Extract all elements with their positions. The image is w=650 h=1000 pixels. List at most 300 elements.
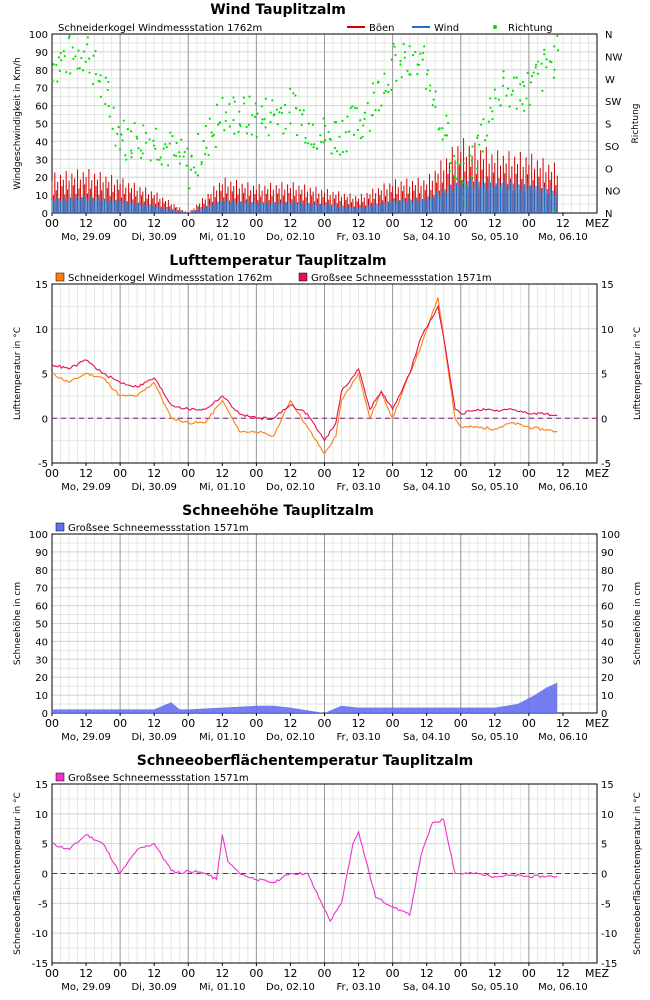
- wind-direction-point: [218, 122, 220, 124]
- wind-direction-point: [367, 102, 369, 104]
- wind-direction-point: [265, 98, 267, 100]
- snowsurface-y-tick-right: 10: [601, 809, 614, 821]
- wind-direction-point: [362, 136, 364, 138]
- wind-direction-point: [120, 133, 122, 135]
- wind-direction-point: [288, 111, 290, 113]
- wind-direction-point: [68, 35, 70, 37]
- snowdepth-y-axis-label-right: Schneehöhe in cm: [633, 581, 643, 666]
- snowdepth-x-tick: 12: [147, 717, 162, 730]
- snowsurface-y-tick: -10: [31, 929, 48, 941]
- wind-x-tick: 00: [385, 217, 400, 230]
- snowdepth-y-tick-right: 90: [601, 547, 614, 559]
- wind-direction-point: [356, 107, 358, 109]
- wind-legend-label: Richtung: [508, 23, 553, 34]
- wind-direction-point: [72, 58, 74, 60]
- wind-day-label: Mi, 01.10: [199, 232, 246, 243]
- wind-direction-point: [502, 70, 504, 72]
- wind-direction-point: [237, 131, 239, 133]
- wind-direction-point: [261, 122, 263, 124]
- snowsurface-x-tick: 00: [385, 967, 400, 980]
- wind-direction-point: [535, 64, 537, 66]
- wind-direction-point: [149, 138, 151, 140]
- snowsurface-chart-title: Schneeoberflächentemperatur Tauplitzalm: [136, 753, 474, 769]
- wind-direction-point: [319, 134, 321, 136]
- wind-direction-point: [414, 51, 416, 53]
- airtemp-x-tick: 12: [351, 467, 366, 480]
- wind-direction-point: [160, 163, 162, 165]
- wind-direction-point: [94, 50, 96, 52]
- wind-direction-tick: S: [605, 119, 612, 131]
- wind-direction-point: [523, 110, 525, 112]
- wind-day-label: Fr, 03.10: [336, 232, 381, 243]
- wind-direction-point: [360, 137, 362, 139]
- wind-direction-point: [254, 116, 256, 118]
- wind-direction-point: [546, 58, 548, 60]
- wind-direction-point: [308, 123, 310, 125]
- wind-direction-point: [469, 154, 471, 156]
- wind-direction-point: [239, 125, 241, 127]
- wind-y-tick: 0: [41, 209, 48, 220]
- airtemp-timezone-label: MEZ: [585, 467, 609, 480]
- wind-direction-point: [278, 111, 280, 113]
- snowdepth-y-tick: 30: [35, 655, 48, 667]
- wind-direction-point: [243, 102, 245, 104]
- wind-direction-point: [142, 124, 144, 126]
- snowdepth-y-tick: 10: [35, 691, 48, 703]
- wind-direction-point: [392, 43, 394, 45]
- wind-direction-point: [69, 72, 71, 74]
- wind-direction-point: [541, 90, 543, 92]
- wind-direction-point: [117, 126, 119, 128]
- wind-direction-point: [456, 178, 458, 180]
- snowsurface-series-line: [52, 819, 557, 921]
- wind-direction-point: [502, 85, 504, 87]
- wind-direction-point: [316, 148, 318, 150]
- wind-direction-point: [205, 125, 207, 127]
- snowdepth-y-tick-right: 100: [601, 530, 621, 541]
- wind-direction-point: [463, 162, 465, 164]
- wind-direction-point: [186, 165, 188, 167]
- airtemp-x-tick: 12: [283, 467, 298, 480]
- wind-direction-point: [391, 58, 393, 60]
- wind-direction-point: [322, 117, 324, 119]
- airtemp-y-tick: 5: [41, 369, 48, 381]
- wind-direction-point: [377, 81, 379, 83]
- wind-direction-point: [204, 153, 206, 155]
- wind-direction-point: [403, 43, 405, 45]
- wind-direction-point: [324, 125, 326, 127]
- wind-direction-point: [107, 81, 109, 83]
- wind-direction-point: [541, 63, 543, 65]
- wind-direction-point: [312, 146, 314, 148]
- wind-direction-point: [166, 146, 168, 148]
- snowdepth-x-tick: 12: [419, 717, 434, 730]
- snowsurface-y-tick: -5: [38, 899, 48, 911]
- wind-direction-point: [409, 45, 411, 47]
- snowsurface-y-tick-right: 15: [601, 780, 614, 791]
- snowdepth-x-tick: 12: [555, 717, 570, 730]
- wind-direction-point: [383, 92, 385, 94]
- snowsurface-x-tick: 00: [521, 967, 536, 980]
- wind-direction-point: [56, 80, 58, 82]
- wind-direction-point: [211, 131, 213, 133]
- wind-x-tick: 00: [249, 217, 264, 230]
- wind-direction-point: [357, 129, 359, 131]
- wind-direction-point: [153, 145, 155, 147]
- wind-direction-point: [423, 45, 425, 47]
- wind-direction-point: [88, 72, 90, 74]
- snowdepth-x-tick: 12: [487, 717, 502, 730]
- snowsurface-x-tick: 12: [555, 967, 570, 980]
- wind-direction-point: [64, 55, 66, 57]
- wind-direction-point: [480, 124, 482, 126]
- wind-direction-point: [342, 151, 344, 153]
- wind-direction-point: [359, 119, 361, 121]
- airtemp-x-tick: 00: [521, 467, 536, 480]
- wind-direction-point: [52, 63, 54, 65]
- wind-direction-point: [301, 124, 303, 126]
- wind-direction-point: [383, 73, 385, 75]
- wind-direction-point: [80, 57, 82, 59]
- airtemp-y-tick-right: 5: [601, 369, 608, 381]
- wind-direction-point: [409, 73, 411, 75]
- wind-y-tick: 10: [35, 191, 48, 203]
- wind-direction-point: [476, 168, 478, 170]
- wind-direction-point: [330, 152, 332, 154]
- wind-direction-point: [164, 143, 166, 145]
- wind-direction-point: [79, 67, 81, 69]
- wind-direction-point: [295, 107, 297, 109]
- snowdepth-y-tick: 0: [41, 709, 48, 720]
- wind-direction-point: [500, 104, 502, 106]
- wind-direction-point: [335, 121, 337, 123]
- wind-direction-point: [136, 138, 138, 140]
- wind-direction-point: [95, 73, 97, 75]
- wind-direction-point: [462, 182, 464, 184]
- wind-direction-point: [351, 105, 353, 107]
- snowsurface-day-label: Mo, 06.10: [538, 982, 588, 993]
- wind-direction-point: [285, 128, 287, 130]
- wind-direction-tick: N: [605, 209, 613, 220]
- wind-direction-point: [537, 60, 539, 62]
- snowsurface-y-axis-label: Schneeoberflächentemperatur in °C: [13, 792, 23, 955]
- snowsurface-day-label: Mi, 01.10: [199, 982, 246, 993]
- wind-direction-point: [156, 158, 158, 160]
- wind-direction-point: [289, 88, 291, 90]
- wind-direction-point: [243, 97, 245, 99]
- wind-direction-point: [508, 105, 510, 107]
- wind-direction-point: [435, 90, 437, 92]
- wind-direction-point: [256, 112, 258, 114]
- wind-direction-point: [232, 96, 234, 98]
- wind-direction-point: [261, 118, 263, 120]
- wind-x-tick: 00: [317, 217, 332, 230]
- airtemp-y-tick: -5: [38, 459, 48, 470]
- wind-direction-point: [127, 128, 129, 130]
- wind-x-tick: 12: [351, 217, 366, 230]
- wind-direction-point: [98, 80, 100, 82]
- wind-direction-point: [498, 99, 500, 101]
- wind-direction-point: [263, 118, 265, 120]
- snowdepth-x-tick: 00: [249, 717, 264, 730]
- snowdepth-y-tick-right: 40: [601, 637, 614, 649]
- wind-direction-point: [269, 121, 271, 123]
- wind-direction-point: [459, 163, 461, 165]
- wind-direction-point: [130, 156, 132, 158]
- wind-direction-point: [465, 186, 467, 188]
- wind-x-tick: 12: [79, 217, 94, 230]
- wind-direction-point: [350, 107, 352, 109]
- wind-direction-point: [301, 113, 303, 115]
- wind-direction-point: [456, 162, 458, 164]
- wind-x-tick: 12: [487, 217, 502, 230]
- snowdepth-y-tick: 20: [35, 673, 48, 685]
- snowdepth-day-label: So, 05.10: [471, 732, 519, 743]
- wind-direction-point: [556, 35, 558, 37]
- wind-direction-point: [519, 99, 521, 101]
- wind-x-tick: 12: [555, 217, 570, 230]
- wind-direction-point: [429, 84, 431, 86]
- snowsurface-day-label: Sa, 04.10: [402, 982, 451, 993]
- wind-direction-point: [273, 113, 275, 115]
- wind-direction-point: [482, 150, 484, 152]
- wind-direction-tick: NW: [605, 52, 623, 64]
- wind-direction-point: [72, 46, 74, 48]
- wind-direction-point: [426, 73, 428, 75]
- wind-direction-point: [100, 96, 102, 98]
- snowdepth-day-label: Do, 02.10: [266, 732, 315, 743]
- wind-direction-point: [176, 142, 178, 144]
- wind-direction-point: [175, 155, 177, 157]
- wind-legend-label: Böen: [369, 23, 395, 34]
- wind-direction-point: [441, 138, 443, 140]
- wind-direction-point: [491, 118, 493, 120]
- airtemp-y-tick-right: 10: [601, 324, 614, 336]
- wind-direction-point: [304, 142, 306, 144]
- snowdepth-x-tick: 00: [317, 717, 332, 730]
- wind-direction-point: [223, 129, 225, 131]
- wind-direction-point: [55, 64, 57, 66]
- wind-direction-point: [324, 139, 326, 141]
- snowsurface-x-tick: 00: [181, 967, 196, 980]
- snowdepth-x-tick: 00: [181, 717, 196, 730]
- wind-direction-point: [276, 109, 278, 111]
- wind-day-label: Mo, 06.10: [538, 232, 588, 243]
- wind-y-tick: 60: [35, 101, 48, 113]
- wind-direction-point: [251, 114, 253, 116]
- airtemp-y-tick-right: 0: [601, 414, 608, 426]
- wind-direction-point: [491, 110, 493, 112]
- wind-direction-point: [113, 107, 115, 109]
- wind-direction-point: [213, 134, 215, 136]
- wind-direction-point: [233, 133, 235, 135]
- wind-direction-point: [85, 61, 87, 63]
- wind-direction-point: [130, 152, 132, 154]
- wind-direction-point: [289, 122, 291, 124]
- wind-direction-point: [232, 119, 234, 121]
- wind-direction-point: [529, 104, 531, 106]
- snowsurface-x-tick: 00: [453, 967, 468, 980]
- wind-direction-point: [516, 76, 518, 78]
- snowdepth-day-label: Fr, 03.10: [336, 732, 381, 743]
- wind-direction-point: [68, 37, 70, 39]
- wind-direction-point: [140, 149, 142, 151]
- wind-direction-point: [82, 69, 84, 71]
- wind-direction-point: [271, 99, 273, 101]
- wind-direction-point: [310, 143, 312, 145]
- wind-direction-point: [489, 97, 491, 99]
- wind-direction-point: [246, 126, 248, 128]
- wind-direction-point: [88, 57, 90, 59]
- wind-direction-point: [345, 131, 347, 133]
- airtemp-y-tick: 10: [35, 324, 48, 336]
- wind-direction-point: [375, 109, 377, 111]
- wind-direction-point: [86, 43, 88, 45]
- wind-direction-point: [412, 54, 414, 56]
- wind-direction-point: [107, 89, 109, 91]
- wind-direction-point: [264, 126, 266, 128]
- wind-direction-point: [557, 49, 559, 51]
- wind-direction-point: [152, 139, 154, 141]
- snowdepth-day-label: Sa, 04.10: [402, 732, 451, 743]
- wind-direction-point: [446, 134, 448, 136]
- wind-direction-point: [445, 115, 447, 117]
- snowdepth-y-tick: 60: [35, 601, 48, 613]
- snowdepth-x-tick: 00: [453, 717, 468, 730]
- snowsurface-y-tick: 15: [35, 780, 48, 791]
- wind-direction-point: [193, 166, 195, 168]
- wind-direction-point: [419, 53, 421, 55]
- snowsurface-day-label: Do, 02.10: [266, 982, 315, 993]
- airtemp-y-tick-right: -5: [601, 459, 611, 470]
- wind-direction-point: [180, 139, 182, 141]
- airtemp-x-tick: 12: [79, 467, 94, 480]
- wind-station-label: Schneiderkogel Windmessstation 1762m: [58, 23, 263, 34]
- wind-direction-point: [553, 69, 555, 71]
- wind-direction-point: [76, 68, 78, 70]
- wind-direction-point: [399, 60, 401, 62]
- wind-direction-point: [92, 83, 94, 85]
- airtemp-day-label: Mo, 06.10: [538, 482, 588, 493]
- wind-direction-point: [280, 107, 282, 109]
- wind-direction-point: [433, 98, 435, 100]
- wind-direction-point: [200, 163, 202, 165]
- snowsurface-x-tick: 00: [317, 967, 332, 980]
- wind-direction-point: [334, 147, 336, 149]
- wind-direction-point: [74, 55, 76, 57]
- airtemp-day-label: Sa, 04.10: [402, 482, 451, 493]
- snowsurface-legend-swatch: [56, 773, 64, 781]
- snowdepth-y-tick-right: 50: [601, 619, 614, 631]
- wind-x-tick: 12: [283, 217, 298, 230]
- wind-day-label: So, 05.10: [471, 232, 519, 243]
- wind-direction-point: [525, 97, 527, 99]
- airtemp-day-label: Mi, 01.10: [199, 482, 246, 493]
- wind-direction-point: [294, 94, 296, 96]
- wind-direction-point: [179, 155, 181, 157]
- wind-direction-point: [373, 92, 375, 94]
- snowdepth-day-label: Mo, 06.10: [538, 732, 588, 743]
- wind-direction-point: [387, 84, 389, 86]
- wind-direction-point: [393, 46, 395, 48]
- wind-direction-point: [58, 56, 60, 58]
- wind-direction-point: [553, 45, 555, 47]
- snowsurface-y-tick: 0: [41, 869, 48, 881]
- airtemp-legend-label: Großsee Schneemessstation 1571m: [311, 273, 492, 284]
- snowdepth-y-axis-label: Schneehöhe in cm: [13, 581, 23, 666]
- snowdepth-y-tick: 70: [35, 583, 48, 595]
- wind-direction-point: [523, 85, 525, 87]
- wind-direction-point: [348, 131, 350, 133]
- wind-direction-point: [83, 50, 85, 52]
- wind-direction-point: [447, 122, 449, 124]
- airtemp-day-label: Mo, 29.09: [61, 482, 111, 493]
- wind-direction-point: [459, 178, 461, 180]
- wind-y-axis-label-right: Richtung: [631, 103, 641, 144]
- wind-direction-point: [215, 146, 217, 148]
- wind-direction-point: [390, 89, 392, 91]
- wind-direction-point: [114, 144, 116, 146]
- wind-direction-point: [60, 59, 62, 61]
- wind-direction-point: [238, 111, 240, 113]
- wind-direction-point: [422, 52, 424, 54]
- wind-direction-point: [531, 75, 533, 77]
- snowdepth-y-tick-right: 80: [601, 565, 614, 577]
- wind-direction-point: [425, 88, 427, 90]
- airtemp-x-tick: 12: [147, 467, 162, 480]
- wind-direction-point: [372, 82, 374, 84]
- wind-direction-point: [145, 132, 147, 134]
- wind-direction-point: [387, 91, 389, 93]
- wind-direction-point: [183, 155, 185, 157]
- airtemp-legend-swatch: [56, 273, 64, 281]
- wind-direction-point: [537, 73, 539, 75]
- wind-x-tick: 00: [453, 217, 468, 230]
- snowsurface-y-tick-right: -15: [601, 959, 618, 970]
- snowsurface-x-tick: 12: [487, 967, 502, 980]
- snowdepth-series-area: [52, 683, 557, 713]
- wind-direction-point: [202, 140, 204, 142]
- wind-chart-title: Wind Tauplitzalm: [210, 2, 346, 18]
- wind-direction-point: [339, 153, 341, 155]
- wind-direction-point: [52, 80, 54, 82]
- snowsurface-timezone-label: MEZ: [585, 967, 609, 980]
- airtemp-series-line: [52, 297, 557, 454]
- airtemp-x-tick: 00: [113, 467, 128, 480]
- wind-direction-point: [507, 87, 509, 89]
- wind-direction-point: [105, 77, 107, 79]
- wind-direction-point: [188, 187, 190, 189]
- wind-direction-point: [394, 54, 396, 56]
- wind-direction-point: [59, 70, 61, 72]
- wind-legend-swatch: [493, 25, 497, 29]
- snowsurface-x-tick: 12: [147, 967, 162, 980]
- wind-direction-point: [554, 210, 556, 212]
- wind-legend-label: Wind: [434, 23, 460, 34]
- wind-direction-point: [207, 154, 209, 156]
- wind-direction-point: [482, 118, 484, 120]
- snowdepth-x-tick: 12: [79, 717, 94, 730]
- wind-y-tick: 70: [35, 83, 48, 95]
- wind-direction-point: [246, 132, 248, 134]
- wind-direction-point: [225, 111, 227, 113]
- wind-direction-point: [516, 108, 518, 110]
- wind-direction-point: [441, 127, 443, 129]
- wind-direction-point: [142, 152, 144, 154]
- wind-direction-point: [201, 161, 203, 163]
- wind-direction-point: [100, 74, 102, 76]
- wind-direction-point: [123, 120, 125, 122]
